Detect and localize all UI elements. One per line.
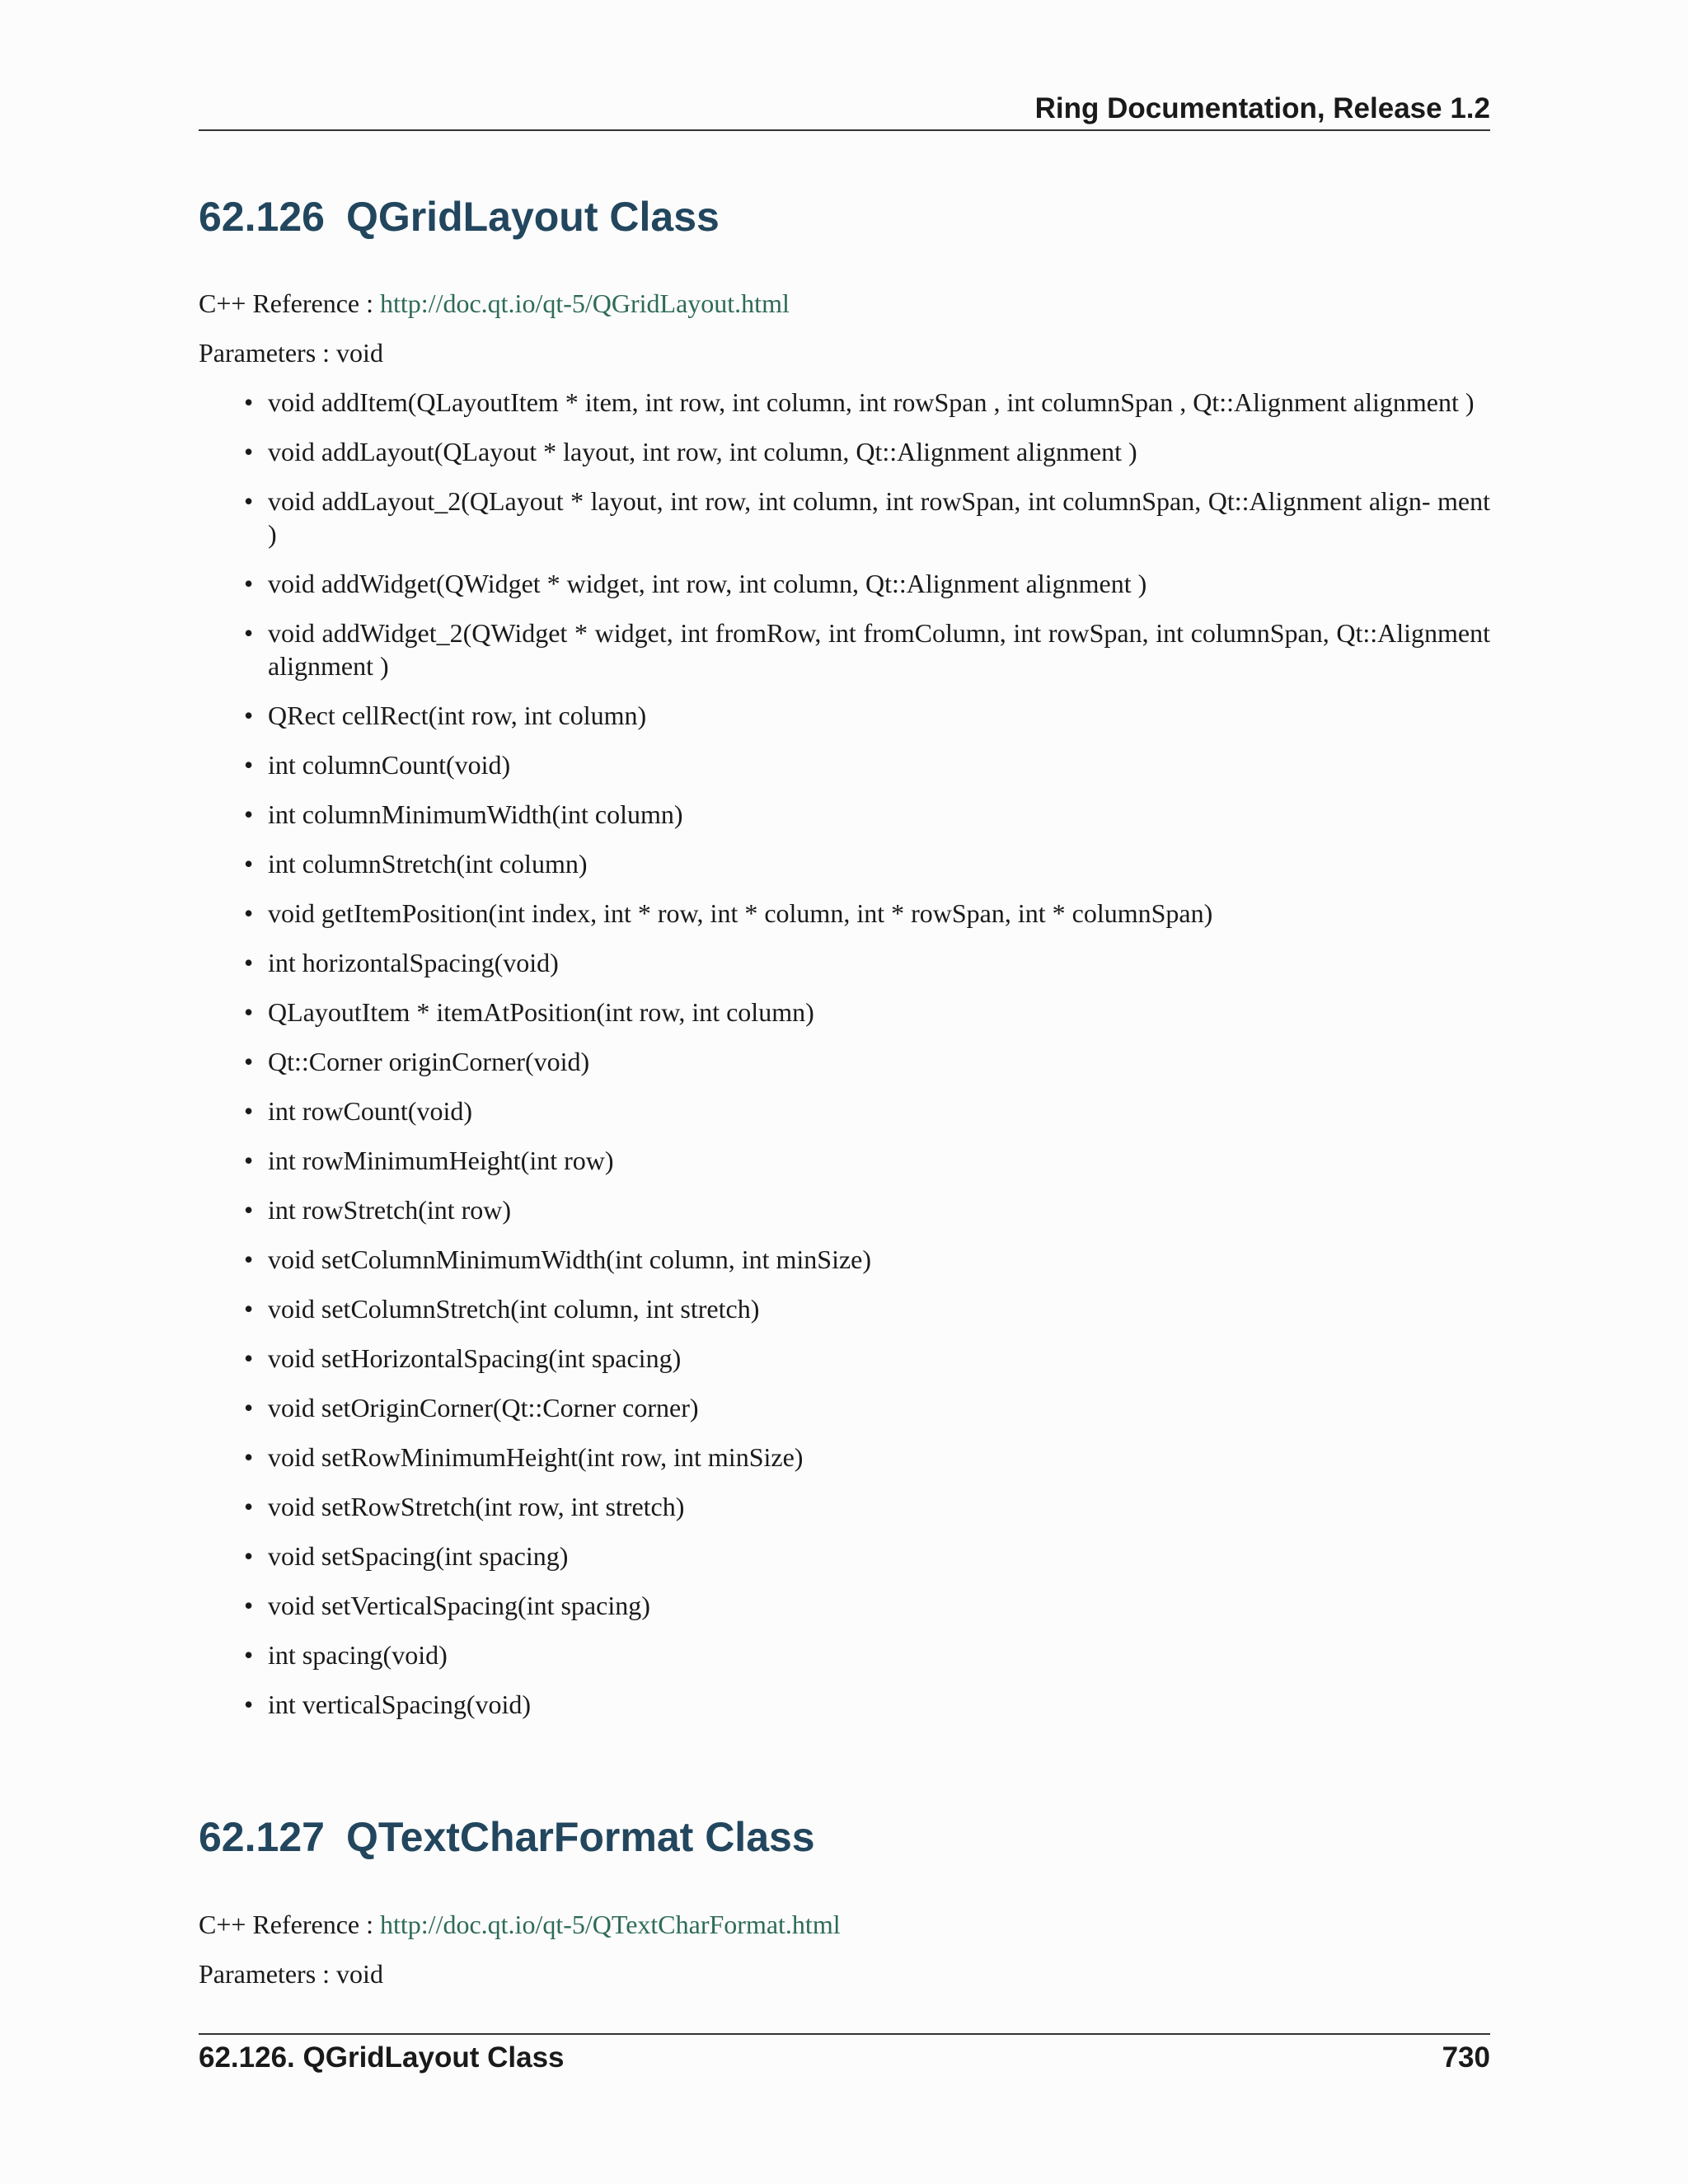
method-signature: void getItemPosition(int index, int * row, int * column, int * rowSpan, int * columnSpan) <box>268 898 1213 928</box>
method-list-item <box>199 1540 1490 1572</box>
method-list-item <box>199 699 1490 732</box>
method-signature: void setSpacing(int spacing) <box>268 1541 569 1571</box>
method-signature: Qt::Corner originCorner(void) <box>268 1047 590 1076</box>
footer-divider <box>199 2033 1490 2035</box>
bullet-icon: • <box>244 1294 254 1324</box>
method-list-item <box>199 847 1490 880</box>
running-header: Ring Documentation, Release 1.2 <box>1034 92 1490 124</box>
bullet-icon: • <box>244 1047 254 1076</box>
bullet-icon: • <box>244 1393 254 1422</box>
method-list-item <box>199 567 1490 600</box>
bullet-icon: • <box>244 997 254 1027</box>
method-list-item <box>199 1243 1490 1276</box>
method-signature: void setRowMinimumHeight(int row, int minSize) <box>268 1442 804 1472</box>
bullet-icon: • <box>244 1343 254 1373</box>
cpp-reference-link[interactable]: http://doc.qt.io/qt-5/QGridLayout.html <box>380 288 790 318</box>
bullet-icon: • <box>244 1541 254 1571</box>
method-signature: void setVerticalSpacing(int spacing) <box>268 1591 650 1620</box>
method-list-item <box>199 897 1490 930</box>
bullet-icon: • <box>244 1640 254 1670</box>
method-signature: void setColumnStretch(int column, int stretch) <box>268 1294 760 1324</box>
method-list-item <box>199 1045 1490 1078</box>
bullet-icon: • <box>244 1195 254 1225</box>
method-list-item <box>199 1193 1490 1226</box>
method-signature: int columnStretch(int column) <box>268 849 588 879</box>
method-list-item <box>199 1441 1490 1474</box>
method-list-item <box>199 798 1490 831</box>
bullet-icon: • <box>244 1591 254 1620</box>
bullet-icon: • <box>244 750 254 780</box>
method-list-item <box>199 386 1490 419</box>
bullet-icon: • <box>244 1244 254 1274</box>
footer-section-title: 62.126. QGridLayout Class <box>199 2041 565 2074</box>
method-list-item <box>199 946 1490 979</box>
method-list-item <box>199 485 1490 551</box>
bullet-icon: • <box>244 849 254 879</box>
section-title-text: QGridLayout Class <box>345 194 720 240</box>
method-list-item <box>199 1589 1490 1622</box>
bullet-icon: • <box>244 1096 254 1126</box>
method-signature: void addLayout_2(QLayout * layout, int row, int column, int rowSpan, int columnSpan, Qt::Alignment align- ment ) <box>268 486 1490 549</box>
bullet-icon: • <box>244 569 254 598</box>
method-list-item <box>199 1490 1490 1523</box>
method-list-item <box>199 1292 1490 1325</box>
bullet-icon: • <box>244 799 254 829</box>
bullet-icon: • <box>244 486 254 516</box>
method-list-item <box>199 1391 1490 1424</box>
cpp-reference-label: C++ Reference : <box>199 1910 380 1939</box>
cpp-reference-line <box>199 287 790 320</box>
method-signature: int horizontalSpacing(void) <box>268 948 559 977</box>
parameters-line: Parameters : void <box>199 338 383 368</box>
method-signature: void addWidget_2(QWidget * widget, int fromRow, int fromColumn, int rowSpan, int columnSpan, Qt::Alignment alignment ) <box>268 618 1490 681</box>
section-heading-qgridlayout <box>199 193 720 241</box>
bullet-icon: • <box>244 948 254 977</box>
method-signature: int rowCount(void) <box>268 1096 472 1126</box>
bullet-icon: • <box>244 898 254 928</box>
parameters-line: Parameters : void <box>199 1959 383 1989</box>
cpp-reference-line <box>199 1908 841 1941</box>
method-signature: QRect cellRect(int row, int column) <box>268 701 647 730</box>
cpp-reference-link[interactable]: http://doc.qt.io/qt-5/QTextCharFormat.html <box>380 1910 841 1939</box>
header-divider <box>199 129 1490 131</box>
method-signature: void addLayout(QLayout * layout, int row, int column, Qt::Alignment alignment ) <box>268 437 1137 466</box>
method-list-item <box>199 435 1490 468</box>
method-signature: void setColumnMinimumWidth(int column, int minSize) <box>268 1244 872 1274</box>
section-number: 62.126 <box>199 194 325 240</box>
method-list <box>199 386 1490 1737</box>
document-page <box>199 0 1490 2184</box>
bullet-icon: • <box>244 437 254 466</box>
method-list-item <box>199 996 1490 1029</box>
page-number: 730 <box>1442 2041 1490 2074</box>
bullet-icon: • <box>244 1442 254 1472</box>
method-signature: void setOriginCorner(Qt::Corner corner) <box>268 1393 699 1422</box>
method-signature: int columnMinimumWidth(int column) <box>268 799 683 829</box>
method-list-item <box>199 1144 1490 1177</box>
bullet-icon: • <box>244 1492 254 1521</box>
method-list-item <box>199 748 1490 781</box>
section-number: 62.127 <box>199 1814 325 1860</box>
method-signature: int rowStretch(int row) <box>268 1195 512 1225</box>
method-signature: void setRowStretch(int row, int stretch) <box>268 1492 685 1521</box>
bullet-icon: • <box>244 387 254 417</box>
method-list-item <box>199 1688 1490 1721</box>
section-heading-qtextcharformat <box>199 1813 815 1861</box>
method-signature: int spacing(void) <box>268 1640 448 1670</box>
method-signature: int columnCount(void) <box>268 750 511 780</box>
method-signature: QLayoutItem * itemAtPosition(int row, int column) <box>268 997 814 1027</box>
method-signature: void addWidget(QWidget * widget, int row, int column, Qt::Alignment alignment ) <box>268 569 1147 598</box>
cpp-reference-label: C++ Reference : <box>199 288 380 318</box>
bullet-icon: • <box>244 618 254 648</box>
method-signature: void addItem(QLayoutItem * item, int row, int column, int rowSpan , int columnSpan , Qt::Alignment alignment ) <box>268 387 1475 417</box>
method-signature: void setHorizontalSpacing(int spacing) <box>268 1343 682 1373</box>
bullet-icon: • <box>244 1146 254 1175</box>
method-signature: int verticalSpacing(void) <box>268 1690 532 1719</box>
bullet-icon: • <box>244 1690 254 1719</box>
section-title-text: QTextCharFormat Class <box>345 1814 815 1860</box>
bullet-icon: • <box>244 701 254 730</box>
method-list-item <box>199 1094 1490 1127</box>
method-signature: int rowMinimumHeight(int row) <box>268 1146 614 1175</box>
method-list-item <box>199 616 1490 682</box>
method-list-item <box>199 1342 1490 1375</box>
method-list-item <box>199 1638 1490 1671</box>
